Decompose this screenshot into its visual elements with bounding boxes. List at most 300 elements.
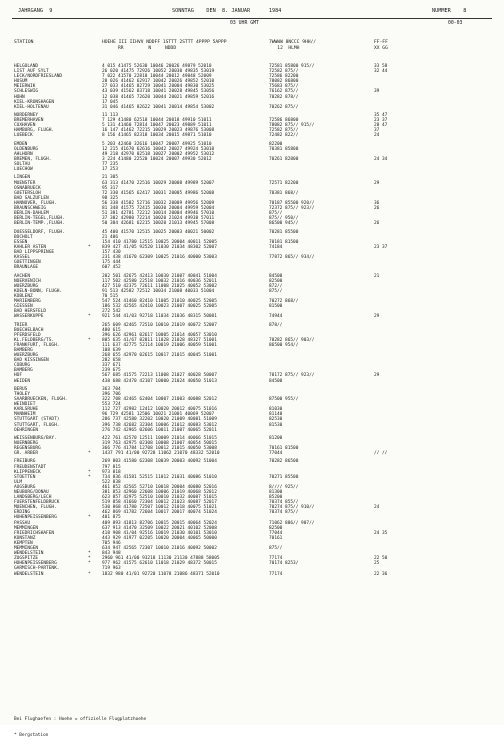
synop-code: 2960 961 41/00 93218 11130 21130 47888 58005: [102, 556, 220, 562]
cloud-code: 70282 878//: [269, 94, 299, 100]
cloud-code: 72586 82200: [269, 74, 299, 80]
mountain-marker: *: [88, 469, 91, 475]
mountain-marker: *: [88, 561, 91, 567]
synop-code: 843 948: [102, 551, 121, 557]
wind-gust: 32 44: [374, 69, 388, 75]
cloud-code: 70161: [269, 535, 283, 541]
station-name: BERUS: [14, 386, 28, 392]
wind-gust: 35 47: [374, 113, 388, 119]
cloud-code: 85200: [269, 495, 283, 501]
synop-code: 977 962 41575 62610 11018 21029 48372 50015: [102, 561, 217, 567]
table-row: [14, 379, 494, 384]
table-row: [14, 428, 494, 433]
table-row: [14, 133, 494, 138]
cloud-code: 72581 85800 915//: [269, 64, 315, 69]
station-name: AUGSBURG: [14, 484, 36, 490]
station-name: WEINDIET: [14, 402, 36, 408]
synop-code: 705 946: [102, 540, 121, 546]
station-name: WEISSENBURG/BAY.: [14, 435, 57, 441]
station-name: FRIEDRICHSHAFEN: [14, 530, 55, 536]
date-label: SONNTAG DEN 8. JANUAR 1984: [172, 8, 282, 14]
wind-gust: 33 58: [374, 64, 388, 69]
cloud-code: 81140: [269, 412, 283, 418]
synop-code: 7 022 41570 22818 10044 20012 49848 52009: [102, 74, 212, 80]
synop-code: 461 852 42565 52710 10018 20004 40080 52016: [102, 484, 217, 490]
table-row: [14, 221, 494, 226]
synop-code: 70 515: [102, 293, 119, 299]
synop-code: 63 313 41470 22516 10029 20008 49989 52007: [102, 180, 215, 186]
synop-code: 27 033 41465 82729 10041 20004 49830 53025: [102, 84, 215, 90]
cloud-code: 875//: [269, 546, 283, 552]
station-name: BAMBERG: [14, 368, 33, 374]
station-name: THOLEY: [14, 391, 31, 397]
cloud-code: 872//: [269, 283, 283, 289]
synop-code: 282 658: [102, 358, 121, 364]
wind-gust: 21: [374, 273, 380, 279]
mountain-marker: *: [88, 515, 91, 521]
station-name: OSNABRUECK: [14, 185, 41, 191]
table-row: [14, 314, 494, 319]
station-name: TRIER: [14, 322, 28, 328]
station-name: GIESSEN: [14, 304, 33, 310]
synop-code: 8 156 41465 82318 10034 20015 49871 51010: [102, 133, 212, 139]
station-name: BRAUNSCHWEIG: [14, 206, 47, 211]
footnote-airports: Bei Flughaefen : Hoehe = offizielle Flugplatzhoehe: [14, 716, 147, 722]
synop-code: 45 400 41570 12515 10025 20003 40021 50002: [102, 229, 215, 235]
cloud-code: 70174 8253/: [269, 561, 299, 567]
cloud-code: 878//: [269, 322, 283, 328]
cloud-code: 70272 868//: [269, 298, 299, 304]
wind-column-header: FF-FF: [374, 40, 388, 45]
synop-code: 108 639: [102, 348, 121, 353]
synop-code: 7 129 41480 62518 10044 20018 49910 51011: [102, 118, 212, 124]
station-name: STOETTEN: [14, 474, 36, 480]
cloud-code: 78082 875// 915//: [269, 123, 315, 129]
station-name: BAD SALZUFLEN: [14, 195, 49, 201]
station-name: EMDEN: [14, 141, 28, 147]
cloud-code: 70187 85500 920//: [269, 200, 315, 206]
synop-code: 17 253: [102, 167, 119, 173]
station-name: HELGOLAND: [14, 64, 39, 69]
station-name: GUETERSLOH: [14, 190, 41, 196]
wind-gust: 24: [374, 133, 380, 139]
station-name: WEIDEN: [14, 378, 31, 384]
station-name: ESSEN: [14, 239, 28, 245]
wind-gust: 23 37: [374, 118, 388, 124]
cloud-code: 70374 855//: [269, 500, 299, 506]
table-row: [14, 451, 494, 456]
station-name: SCHLESWIG: [14, 89, 39, 95]
cloud-code: 77872 865// 934//: [269, 255, 315, 261]
synop-code: 623 857 42975 52510 10010 21032 40087 51015: [102, 495, 217, 501]
station-name: BAD LIPPSPRINGE: [14, 249, 55, 255]
wind-gust: 25: [374, 561, 380, 567]
synop-code: 272 542: [102, 309, 121, 315]
synop-code: 81 348 41575 72415 10030 20004 49959 52004: [102, 206, 215, 211]
synop-code: 519 858 41660 72304 10012 21023 40087 52017: [102, 500, 217, 506]
station-name: BERLIN-TEMP.,FLUGH.: [14, 221, 65, 227]
codes-column-header: HOEHE III IIHVV NDDFF 1STTT 2STTT 4PPPP 5APPP: [102, 40, 227, 45]
synop-code: 547 524 41460 82410 11005 21010 40025 52005: [102, 298, 217, 304]
station-name: BAD HERSFELD: [14, 309, 47, 315]
synop-code: 91 513 42582 72512 10034 21008 40033 51004: [102, 288, 215, 294]
station-name: KASSEL: [14, 255, 31, 261]
station-name: BREMEN, FLUGH.: [14, 156, 52, 162]
wind-gust: 36: [374, 200, 380, 206]
synop-code: 396 706: [102, 391, 121, 397]
mountain-marker: *: [88, 556, 91, 562]
synop-code: 734 836 41581 52515 11012 21031 40086 51010: [102, 474, 217, 480]
station-name: GR. ARBER: [14, 451, 39, 457]
synop-code: 337 671: [102, 363, 121, 369]
table-row: [14, 105, 494, 110]
station-name: FUERSTENFELDBRUCK: [14, 500, 60, 506]
synop-code: 5 131 41460 72814 10047 20023 49889 51011: [102, 123, 212, 129]
cloud-code: 70271 85500: [269, 474, 299, 480]
station-name: KAHLER ASTEN: [14, 244, 47, 250]
station-name: KIEL-HOLTENAU: [14, 104, 49, 110]
synop-code: 26 020 41475 72926 10052 20030 49835 53019: [102, 69, 215, 75]
cloud-code: 70181 81500: [269, 239, 299, 245]
synop-code: 268 655 42970 02615 10017 21015 40045 51001: [102, 353, 217, 359]
cloud-code: 70281 85500: [269, 229, 299, 235]
synop-code: 269 803 41580 62308 10039 20003 40092 51004: [102, 459, 217, 465]
station-name: KIEL-KRONSHAGEN: [14, 99, 55, 105]
table-row: [14, 265, 494, 270]
cloud-code: 74184: [269, 244, 283, 250]
cloud-code: 875//: [269, 211, 283, 217]
synop-code: 3 224 41480 22520 10024 20007 49930 52012: [102, 156, 212, 162]
station-name: HAMBURG, FLUGH.: [14, 128, 55, 134]
mountain-marker: *: [88, 451, 91, 457]
station-name: WUERZBURG: [14, 353, 39, 359]
table-row: [14, 167, 494, 172]
station-name: BERLIN-TEGEL,FLUGH.: [14, 216, 65, 222]
synop-code: 366 776 41784 12708 10012 21015 40050 53008: [102, 446, 217, 452]
synop-code: 21 305: [102, 175, 119, 181]
station-name: LINGEN: [14, 175, 31, 181]
station-name: KEMPTEN: [14, 540, 33, 546]
cloud-code: 77044: [269, 451, 283, 457]
cloud-code: 70374 875//: [269, 510, 299, 516]
station-name: KARLSRUHE: [14, 407, 39, 413]
synop-code: 797 815: [102, 464, 121, 470]
cloud-code: 70282 86500: [269, 459, 299, 465]
station-name: HANNOVER, FLUGH.: [14, 200, 57, 206]
cloud-code: 84500: [269, 273, 283, 279]
mountain-marker: *: [88, 571, 91, 577]
synop-code: 72 330 41565 62417 10031 20005 49986 52008: [102, 190, 215, 196]
station-name: LECK/NORDFRIESLAND: [14, 74, 63, 80]
cloud-code: 72571 82200: [269, 180, 299, 186]
station-name: SOLTAU: [14, 162, 31, 168]
station-name: WENDELSTEIN: [14, 571, 44, 577]
synop-code: 607 452: [102, 265, 121, 271]
wind-gust: 28 47: [374, 123, 388, 129]
synop-code: 522 838: [102, 479, 121, 485]
cloud-code: 74944: [269, 314, 283, 320]
cloud-code: 70381 85800: [269, 146, 299, 152]
cloud-code: 76162 875//: [269, 89, 299, 95]
synop-code: 51 381 42781 72212 10014 20004 49946 57010: [102, 211, 215, 217]
synop-code: 276 742 42965 02606 10011 21007 40065 52011: [102, 427, 217, 433]
station-table: [14, 64, 494, 577]
cloud-code: 72582 875//: [269, 128, 299, 134]
cloud-code: 82530: [269, 417, 283, 423]
synop-code: 49 218 42970 02518 10027 20002 49952 53012: [102, 151, 215, 157]
synop-code: 265 609 42465 72510 10010 21019 40072 52007: [102, 322, 217, 328]
station-name: OLDENBURG: [14, 146, 39, 152]
station-name: KONSTANZ: [14, 535, 36, 541]
cloud-code: 77174: [269, 556, 283, 562]
wind-gust: 29: [374, 314, 380, 320]
station-name: ZUGSPITZE: [14, 556, 39, 562]
wind-gust: 22 36: [374, 571, 388, 577]
station-name: AHLHORN: [14, 151, 33, 157]
mountain-marker: *: [88, 244, 91, 250]
synop-code: 805 635 41/67 82811 11028 21028 48327 51001: [102, 337, 217, 343]
station-name: AACHEN: [14, 273, 31, 279]
station-name: LIST AUF SYLT: [14, 69, 49, 75]
synop-code: 839 427 41/05 92520 11030 21034 48302 52007: [102, 244, 217, 250]
page-header: [12, 8, 492, 19]
synop-code: 286 737 42580 32202 10020 21009 40081 51009: [102, 417, 217, 423]
cloud-code: 70282 865// 903//: [269, 337, 315, 343]
cloud-code: 72582 875//: [269, 69, 299, 75]
cloud-column-subheader: 12 HLMH: [269, 46, 300, 51]
synop-code: 12 038 41465 72620 10044 20021 49859 52016: [102, 94, 215, 100]
station-name: DUESSELDORF, FLUGH.: [14, 229, 65, 235]
wind-gust: 24 34: [374, 156, 388, 162]
synop-code: 363 704: [102, 386, 121, 392]
synop-code: 231 438 41670 62309 10025 21016 40000 53003: [102, 255, 217, 261]
wind-gust: 26: [374, 221, 380, 227]
synop-code: 43 039 41562 83718 10041 20028 49845 53056: [102, 89, 215, 95]
cloud-code: 70172 875// 923//: [269, 373, 315, 379]
synop-code: 462 869 41782 72604 10017 20017 40074 51024: [102, 510, 217, 516]
station-column-header: STATION: [14, 40, 34, 45]
synop-code: 12 215 41670 62616 10042 20027 49924 53010: [102, 146, 215, 152]
codes-column-subheader: RR N NDDD: [118, 46, 177, 51]
cloud-code: 81530: [269, 422, 283, 428]
synop-code: 28 026 41462 62917 10042 20026 49852 52010: [102, 79, 215, 85]
synop-code: 381 853 42960 22608 10006 21019 40068 52012: [102, 490, 217, 495]
cloud-code: 70261 82800: [269, 156, 299, 162]
synop-code: 112 727 42982 12412 10020 20012 40075 51016: [102, 407, 217, 413]
station-name: MEIERWIK: [14, 84, 36, 90]
synop-code: 396 626 42961 02617 10005 21014 40057 53010: [102, 332, 217, 338]
wind-gust: 29: [374, 373, 380, 379]
station-name: HOHENPEISSENBERG: [14, 561, 57, 567]
cloud-code: 81200: [269, 435, 283, 441]
cloud-code: 70274 875// 910//: [269, 505, 315, 511]
table-row: [14, 572, 494, 577]
synop-code: 634 947 42565 72307 10010 21016 40092 50002: [102, 546, 217, 552]
station-name: GOETTINGEN: [14, 260, 41, 266]
synop-code: 4 015 41475 52630 10046 20026 49879 52010: [102, 64, 212, 69]
time-range: 00-03: [448, 21, 463, 26]
synop-code: 719 963: [102, 566, 121, 572]
station-name: LUECHOW: [14, 167, 33, 173]
synop-code: 5 203 42460 32616 10047 20007 49925 51010: [102, 141, 212, 147]
synop-code: 567 685 41575 72213 11008 21027 40028 50007: [102, 373, 217, 379]
station-name: SAARBRUECKEN, FLUGH.: [14, 397, 68, 403]
mountain-marker: *: [88, 337, 91, 343]
synop-code: 16 147 41462 72215 10029 20023 49876 53008: [102, 128, 215, 134]
synop-code: 422 761 42570 12511 10009 21014 40066 51015: [102, 435, 217, 441]
footnote-mountain-station: * Bergstation: [14, 733, 49, 739]
synop-code: 409 893 41813 82706 10015 20015 40064 52024: [102, 520, 217, 526]
station-name: CUXHAVEN: [14, 123, 36, 129]
station-name: WASSERKUPPE: [14, 314, 44, 320]
station-name: MEMMINGEN: [14, 546, 39, 552]
station-name: NUERNBERG: [14, 440, 39, 446]
cloud-code: 70262 875//: [269, 104, 299, 110]
station-name: COBURG: [14, 363, 31, 369]
wind-gust: // //: [374, 451, 388, 457]
cloud-code: 82500: [269, 525, 283, 531]
synop-code: 17 045: [102, 99, 119, 105]
cloud-code: 81500: [269, 304, 283, 310]
synop-code: 37 382 42980 72214 10020 21024 49938 57011: [102, 216, 215, 222]
synop-code: 396 738 42682 32304 10006 21012 40083 53012: [102, 422, 217, 428]
synop-code: 973 818: [102, 469, 121, 475]
station-name: HUSUM: [14, 79, 28, 85]
station-name: MUENCHEN, FLUGH.: [14, 505, 57, 511]
synop-code: 95 317: [102, 185, 119, 191]
station-name: GARMISCH-PARTENK.: [14, 566, 60, 572]
observation-time: 03 UHR GMT: [230, 21, 259, 26]
cloud-code: 72372 875// 923//: [269, 206, 315, 211]
station-name: KOELN-BONN, FLUGH.: [14, 288, 63, 294]
wind-gust: 26: [374, 206, 380, 211]
synop-code: 186 532 42565 42410 10023 21007 40025 52005: [102, 304, 217, 310]
cloud-column-header: 7WWWW 8NCCC 9HH//: [269, 40, 317, 45]
synop-code: 77 235: [102, 162, 119, 168]
station-name: ERDING: [14, 510, 31, 516]
station-name: BREMERHAVEN: [14, 118, 44, 124]
footnotes: [14, 706, 146, 749]
station-name: MEMMINGEN: [14, 525, 39, 531]
station-name: KLIPPENECK: [14, 469, 41, 475]
synop-code: 21 406: [102, 234, 119, 240]
station-name: BERLIN-DAHLEM: [14, 211, 49, 217]
station-name: ULM: [14, 479, 23, 485]
synop-code: 239 675: [102, 368, 121, 374]
synop-code: 96 729 42581 12506 10021 21001 40069 52007: [102, 412, 215, 418]
station-name: FRANKFURT, FLUGH.: [14, 342, 60, 348]
synop-code: 202 501 42675 42413 10030 21007 40041 51004: [102, 273, 217, 279]
cloud-code: 72586 86800: [269, 118, 299, 124]
synop-code: 553 724: [102, 402, 121, 408]
synop-code: 921 544 41/03 92718 11034 21036 48315 50001: [102, 314, 217, 320]
synop-code: 401 875: [102, 515, 121, 521]
cloud-code: 81300: [269, 490, 283, 495]
cloud-code: 84500: [269, 378, 283, 384]
synop-code: 480 615: [102, 327, 121, 333]
station-name: BAD KISSINGEN: [14, 358, 49, 364]
cloud-code: 75683 875//: [269, 84, 299, 90]
station-name: KOBLENZ: [14, 293, 33, 299]
cloud-code: 77044: [269, 530, 283, 536]
station-name: KL.FELDBERG/TS.: [14, 337, 55, 343]
synop-code: 154 410 41780 12515 10025 20004 40011 52005: [102, 239, 217, 245]
cloud-code: 86500 954//: [269, 342, 299, 348]
station-name: NEUBURG/DONAU: [14, 490, 49, 495]
cloud-code: 87500 955//: [269, 397, 299, 403]
cloud-code: 8//// 925//: [269, 484, 299, 490]
synop-code: 31 046 41465 82622 10041 20014 49854 53002: [102, 104, 215, 110]
synop-code: 157 430: [102, 249, 121, 255]
cloud-code: 70161 81500: [269, 446, 299, 452]
mountain-marker: *: [88, 551, 91, 557]
synop-code: 98 325: [102, 195, 119, 201]
cloud-code: 72482 822//: [269, 133, 299, 139]
station-name: MARIENBERG: [14, 298, 41, 304]
station-name: PFERDSFELD: [14, 332, 41, 338]
wind-gust: 22 50: [374, 556, 388, 562]
cloud-code: 82500: [269, 278, 283, 284]
station-name: HOF: [14, 373, 23, 379]
cloud-code: 71062 886// 907//: [269, 520, 315, 526]
synop-code: 322 708 42465 62404 10007 21003 40088 52012: [102, 397, 217, 403]
wind-gust: 37: [374, 128, 380, 134]
synop-code: 427 510 42375 72611 11008 21025 40052 53002: [102, 283, 217, 289]
cloud-code: 81030: [269, 407, 283, 413]
station-name: FREIBURG: [14, 459, 36, 465]
station-name: LUEBECK: [14, 133, 33, 139]
synop-code: 530 868 41780 72507 10012 21018 40075 51021: [102, 505, 217, 511]
synop-code: 1832 980 41/01 92720 11078 21086 48371 52010: [102, 571, 220, 577]
station-name: PASSAU: [14, 520, 31, 526]
volume-label: JAHRGANG 9: [18, 8, 53, 14]
station-name: OEHRINGEN: [14, 427, 39, 433]
station-name: MUENSTER: [14, 180, 36, 186]
station-name: NOERVENICH: [14, 278, 41, 284]
wind-gust: 23 37: [374, 244, 388, 250]
synop-code: 50 384 42681 62215 10020 21013 49945 57008: [102, 221, 215, 227]
station-name: NORDERNEY: [14, 113, 39, 119]
mountain-marker: *: [88, 474, 91, 480]
cloud-code: 82200: [269, 141, 283, 147]
station-name: FREUDENSTADT: [14, 464, 47, 470]
synop-code: 443 929 41977 02205 10020 20004 40065 50000: [102, 535, 217, 541]
station-name: BRAUNLAGE: [14, 265, 39, 271]
cloud-code: 78082 86800: [269, 79, 299, 85]
issue-number: NUMMER 8: [432, 8, 467, 14]
synop-code: 1437 791 41/00 92728 11062 21070 48332 52010: [102, 451, 220, 457]
wind-column-subheader: XX GG: [374, 46, 388, 51]
synop-code: 418 908 41/04 92516 10019 21030 40101 53010: [102, 530, 217, 536]
synop-code: 438 688 42470 42107 10000 21024 40050 51013: [102, 378, 217, 384]
station-name: BOCHOLT: [14, 234, 33, 240]
station-name: WUERZBURG: [14, 283, 39, 289]
synop-code: 56 338 41582 52716 10032 20009 49956 52009: [102, 200, 215, 206]
station-name: HOHN: [14, 94, 25, 100]
wind-gust: 29: [374, 180, 380, 186]
station-name: HOHENPEISSENBERG: [14, 515, 57, 521]
station-name: MANNHEIM: [14, 412, 36, 418]
synop-code: 11 113: [102, 113, 119, 119]
station-name: LANDSBERG/LECH: [14, 495, 52, 501]
cloud-code: 86500 945//: [269, 221, 299, 227]
cloud-code: 875//: [269, 288, 283, 294]
station-name: WENDELSTEIN: [14, 551, 44, 557]
station-name: STUTTGART (STADT): [14, 417, 60, 423]
synop-code: 637 913 41470 32509 10022 20021 40102 52008: [102, 525, 217, 531]
station-name: REGENSBURG: [14, 446, 41, 452]
station-name: BUECHELBACH: [14, 327, 44, 333]
